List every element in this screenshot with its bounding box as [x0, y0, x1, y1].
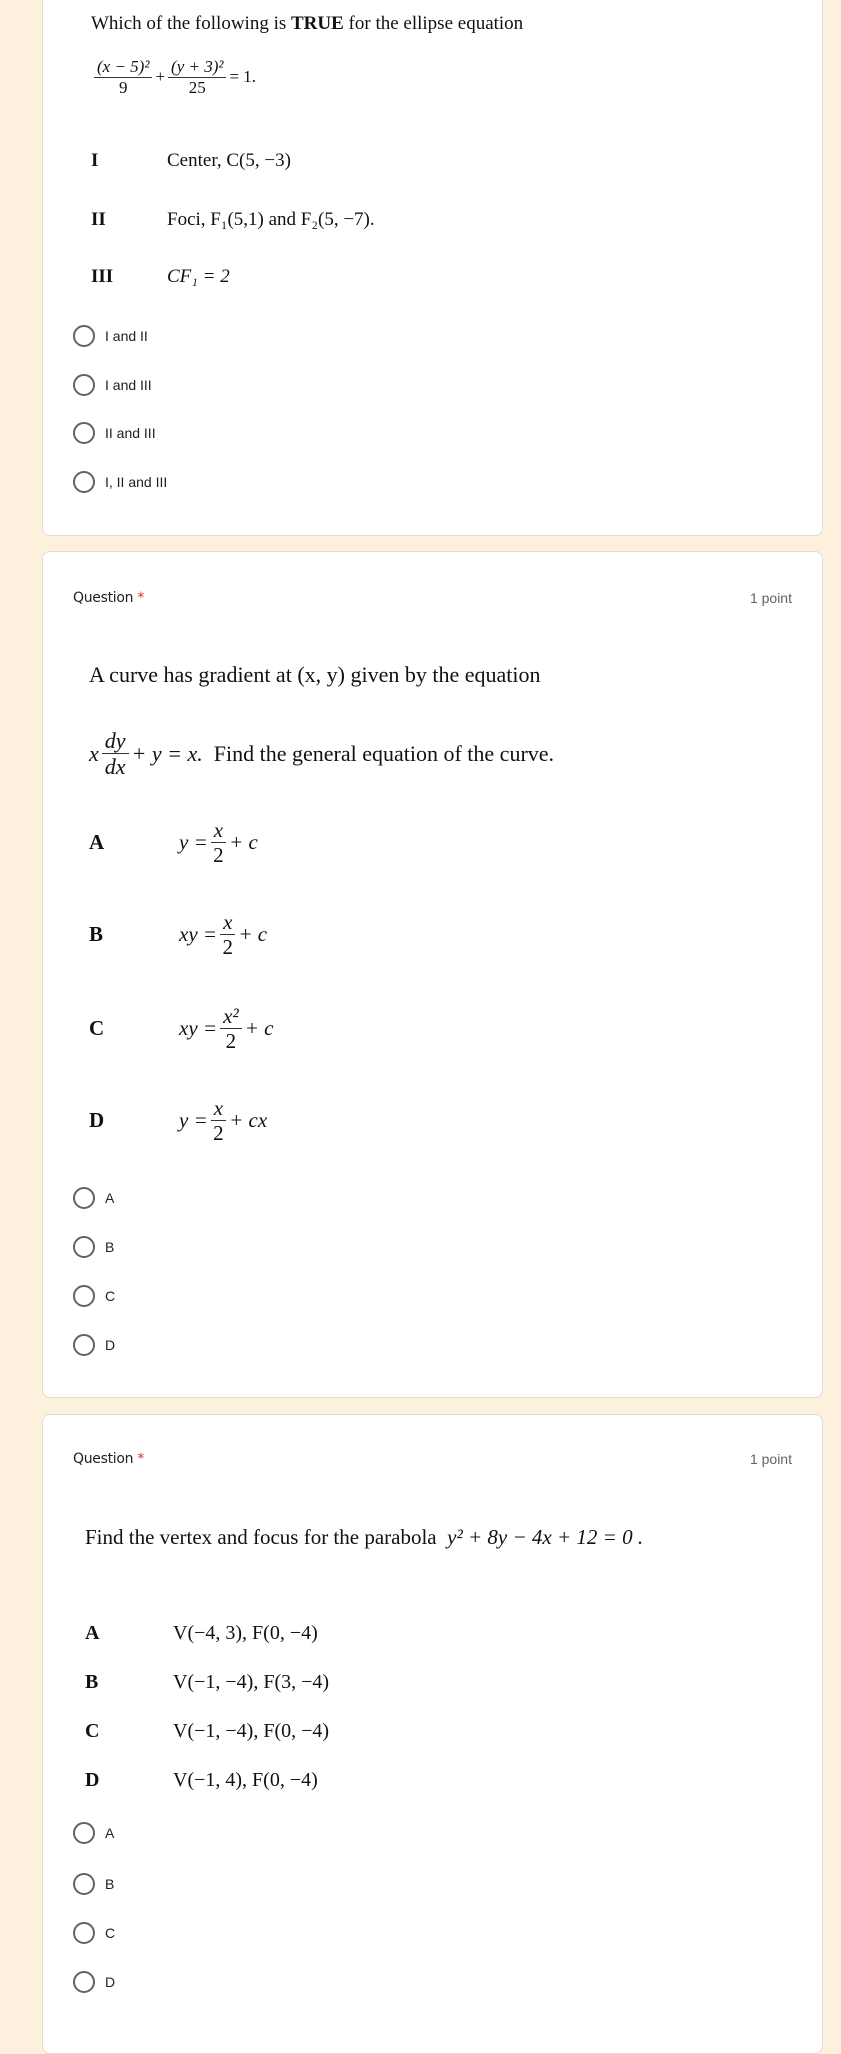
- choice-c: [85, 1720, 330, 1743]
- prompt-bold: TRUE: [291, 13, 344, 34]
- question-title: [73, 1451, 144, 1467]
- question-prompt: [85, 1525, 643, 1550]
- radio-circle-icon[interactable]: [73, 422, 95, 444]
- option-label: I and II: [105, 328, 148, 344]
- rhs: = 1.: [229, 67, 257, 87]
- option-radio[interactable]: [73, 1873, 114, 1895]
- option-label: D: [105, 1974, 116, 1990]
- choice-label: D: [89, 1108, 105, 1133]
- rhs: + c: [244, 1016, 274, 1041]
- statement-label: II: [91, 209, 106, 230]
- option-radio[interactable]: [73, 1187, 114, 1209]
- choice-a: [89, 818, 258, 867]
- choice-d: [85, 1769, 318, 1792]
- prompt-text: Which of the following is: [91, 13, 291, 34]
- radio-circle-icon[interactable]: [73, 325, 95, 347]
- question-prompt: [91, 13, 523, 35]
- option-radio[interactable]: [73, 325, 148, 347]
- points-label: 1 point: [749, 590, 792, 606]
- radio-circle-icon[interactable]: [73, 1873, 95, 1895]
- prompt-text: Find the vertex and focus for the parabola: [85, 1525, 437, 1549]
- question-label: Question: [73, 590, 134, 606]
- choice-text: V(−4, 3), F(0, −4): [173, 1622, 318, 1644]
- lhs: y =: [179, 1108, 208, 1133]
- points-label: 1 point: [749, 1451, 792, 1467]
- radio-circle-icon[interactable]: [73, 1922, 95, 1944]
- choice-label: D: [85, 1769, 100, 1791]
- choice-text: V(−1, 4), F(0, −4): [173, 1769, 318, 1791]
- option-label: B: [105, 1876, 115, 1892]
- question-card-parabola: [42, 1414, 823, 2054]
- radio-circle-icon[interactable]: [73, 1334, 95, 1356]
- numerator: (y + 3)²: [168, 57, 226, 78]
- option-radio[interactable]: [73, 422, 156, 444]
- denominator: 9: [118, 77, 128, 97]
- eq-rest: + y = x.: [131, 740, 203, 766]
- statement-label: III: [91, 266, 114, 287]
- lhs: xy =: [179, 1016, 218, 1041]
- numerator: x: [211, 1096, 226, 1121]
- question-label: Question: [73, 1451, 134, 1467]
- differential-equation: [89, 728, 554, 780]
- ellipse-equation: [91, 57, 256, 97]
- choice-a: [85, 1622, 318, 1645]
- option-label: A: [105, 1825, 115, 1841]
- option-label: C: [105, 1925, 116, 1941]
- denominator: 2: [213, 1121, 224, 1146]
- eq-text: Find the general equation of the curve.: [213, 740, 555, 766]
- radio-circle-icon[interactable]: [73, 1971, 95, 1993]
- option-label: I, II and III: [105, 474, 168, 490]
- numerator: x²: [220, 1004, 242, 1029]
- question-prompt: A curve has gradient at (x, y) given by the equation: [89, 662, 541, 687]
- denominator: 25: [188, 77, 206, 97]
- option-radio[interactable]: [73, 1971, 115, 1993]
- statement-text: CF₁ = 2: [167, 266, 230, 287]
- numerator: x: [220, 910, 235, 935]
- prompt-text: for the ellipse equation: [343, 13, 524, 34]
- rhs: + cx: [229, 1108, 268, 1133]
- eq-x: x: [89, 740, 99, 766]
- required-asterisk: *: [137, 1451, 145, 1467]
- option-radio[interactable]: [73, 1236, 114, 1258]
- choice-label: A: [85, 1622, 100, 1644]
- plus: +: [155, 67, 166, 87]
- option-label: C: [105, 1288, 116, 1304]
- option-label: II and III: [105, 425, 156, 441]
- choice-label: C: [85, 1720, 100, 1742]
- denominator: 2: [222, 935, 233, 960]
- radio-circle-icon[interactable]: [73, 374, 95, 396]
- choice-text: V(−1, −4), F(3, −4): [173, 1671, 330, 1693]
- statement-ii: [91, 209, 375, 231]
- radio-circle-icon[interactable]: [73, 1822, 95, 1844]
- numerator: (x − 5)²: [94, 57, 152, 78]
- option-radio[interactable]: [73, 1334, 115, 1356]
- statement-text: Foci, F₁(5,1) and F₂(5, −7).: [167, 209, 375, 230]
- option-label: D: [105, 1337, 116, 1353]
- choice-b: [89, 910, 267, 959]
- statement-iii: [91, 266, 230, 288]
- numerator: dy: [102, 728, 129, 754]
- rhs: + c: [238, 922, 268, 947]
- question-card-gradient: [42, 551, 823, 1398]
- denominator: 2: [213, 843, 224, 868]
- radio-circle-icon[interactable]: [73, 1236, 95, 1258]
- required-asterisk: *: [137, 590, 145, 606]
- radio-circle-icon[interactable]: [73, 1187, 95, 1209]
- choice-b: [85, 1671, 330, 1694]
- option-radio[interactable]: [73, 1285, 115, 1307]
- option-label: A: [105, 1190, 115, 1206]
- choice-label: B: [89, 922, 104, 947]
- option-radio[interactable]: [73, 1922, 115, 1944]
- choice-d: [89, 1096, 267, 1145]
- option-label: I and III: [105, 377, 152, 393]
- statement-text: Center, C(5, −3): [167, 150, 291, 171]
- numerator: x: [211, 818, 226, 843]
- parabola-equation: y² + 8y − 4x + 12 = 0 .: [447, 1525, 644, 1549]
- rhs: + c: [229, 830, 258, 855]
- option-radio[interactable]: [73, 1822, 114, 1844]
- choice-c: [89, 1004, 273, 1053]
- statement-i: [91, 150, 291, 172]
- choice-text: V(−1, −4), F(0, −4): [173, 1720, 330, 1742]
- lhs: xy =: [179, 922, 218, 947]
- denominator: 2: [225, 1029, 237, 1054]
- denominator: dx: [104, 754, 126, 780]
- choice-label: A: [89, 830, 105, 855]
- option-label: B: [105, 1239, 115, 1255]
- option-radio[interactable]: [73, 374, 152, 396]
- radio-circle-icon[interactable]: [73, 1285, 95, 1307]
- question-card-ellipse: [42, 0, 823, 536]
- question-title: [73, 590, 144, 606]
- option-radio[interactable]: [73, 471, 167, 493]
- choice-label: C: [89, 1016, 105, 1041]
- lhs: y =: [179, 830, 208, 855]
- radio-circle-icon[interactable]: [73, 471, 95, 493]
- statement-label: I: [91, 150, 99, 171]
- choice-label: B: [85, 1671, 99, 1693]
